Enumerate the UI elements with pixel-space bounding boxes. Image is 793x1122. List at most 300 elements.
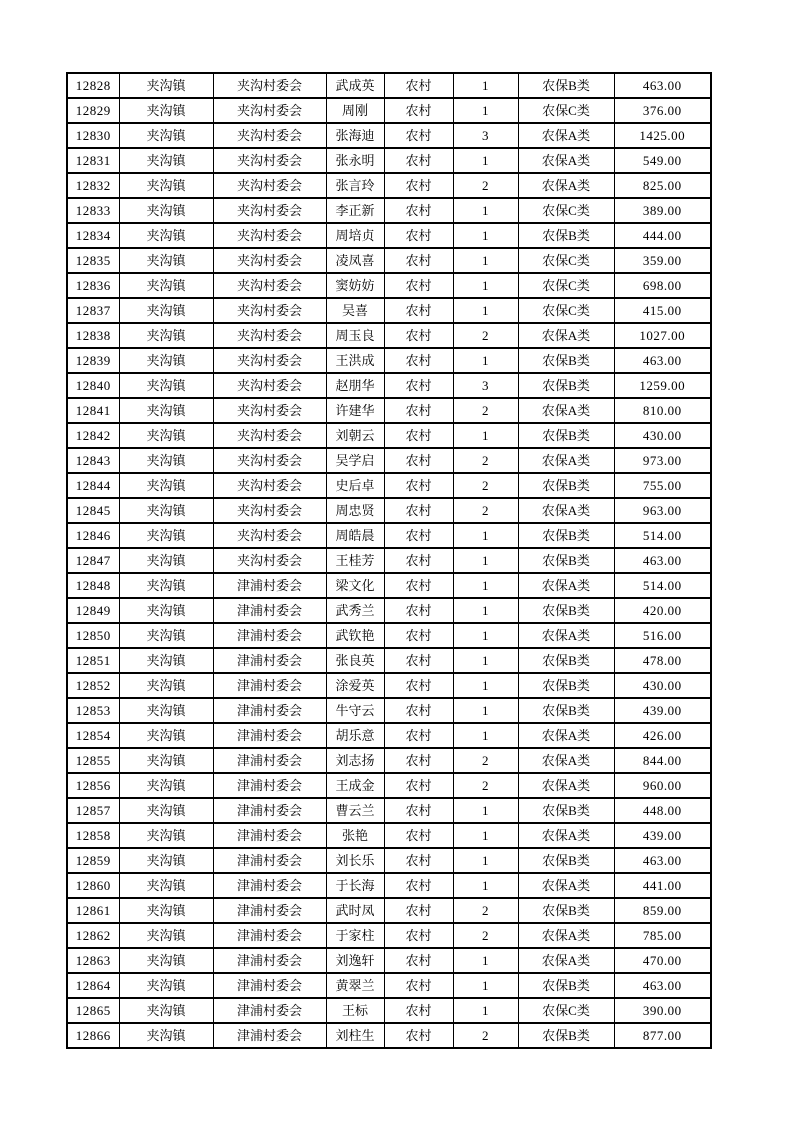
table-row (67, 948, 711, 973)
cell-residence-type: 农村 (384, 698, 453, 723)
cell-person-count: 1 (453, 673, 518, 698)
table-row (67, 998, 711, 1023)
cell-person-count: 2 (453, 173, 518, 198)
cell-insurance-category: 农保C类 (518, 98, 614, 123)
cell-person-count: 1 (453, 98, 518, 123)
cell-residence-type: 农村 (384, 423, 453, 448)
cell-insurance-category: 农保A类 (518, 173, 614, 198)
cell-amount: 359.00 (614, 248, 711, 273)
cell-village-committee: 夹沟村委会 (213, 348, 326, 373)
cell-amount: 420.00 (614, 598, 711, 623)
cell-residence-type: 农村 (384, 773, 453, 798)
cell-town: 夹沟镇 (119, 648, 213, 673)
cell-serial-number: 12852 (67, 673, 119, 698)
cell-person-count: 1 (453, 623, 518, 648)
cell-amount: 415.00 (614, 298, 711, 323)
cell-name: 许建华 (326, 398, 384, 423)
cell-village-committee: 津浦村委会 (213, 798, 326, 823)
cell-insurance-category: 农保C类 (518, 198, 614, 223)
cell-amount: 430.00 (614, 673, 711, 698)
cell-amount: 441.00 (614, 873, 711, 898)
cell-name: 赵朋华 (326, 373, 384, 398)
cell-insurance-category: 农保A类 (518, 448, 614, 473)
cell-amount: 478.00 (614, 648, 711, 673)
cell-town: 夹沟镇 (119, 573, 213, 598)
cell-amount: 1259.00 (614, 373, 711, 398)
cell-serial-number: 12837 (67, 298, 119, 323)
cell-town: 夹沟镇 (119, 873, 213, 898)
cell-amount: 389.00 (614, 198, 711, 223)
table-row (67, 423, 711, 448)
cell-person-count: 1 (453, 698, 518, 723)
cell-insurance-category: 农保B类 (518, 848, 614, 873)
cell-serial-number: 12863 (67, 948, 119, 973)
cell-serial-number: 12834 (67, 223, 119, 248)
cell-amount: 514.00 (614, 523, 711, 548)
cell-serial-number: 12848 (67, 573, 119, 598)
table-row (67, 598, 711, 623)
cell-town: 夹沟镇 (119, 223, 213, 248)
cell-serial-number: 12835 (67, 248, 119, 273)
cell-residence-type: 农村 (384, 348, 453, 373)
cell-insurance-category: 农保A类 (518, 323, 614, 348)
table-row (67, 723, 711, 748)
cell-town: 夹沟镇 (119, 98, 213, 123)
cell-name: 牛守云 (326, 698, 384, 723)
cell-name: 吴学启 (326, 448, 384, 473)
cell-amount: 859.00 (614, 898, 711, 923)
cell-person-count: 1 (453, 423, 518, 448)
cell-residence-type: 农村 (384, 573, 453, 598)
cell-name: 周玉良 (326, 323, 384, 348)
cell-person-count: 1 (453, 523, 518, 548)
cell-insurance-category: 农保B类 (518, 423, 614, 448)
cell-serial-number: 12842 (67, 423, 119, 448)
cell-town: 夹沟镇 (119, 673, 213, 698)
cell-amount: 825.00 (614, 173, 711, 198)
cell-amount: 514.00 (614, 573, 711, 598)
cell-village-committee: 夹沟村委会 (213, 223, 326, 248)
cell-name: 涂爱英 (326, 673, 384, 698)
cell-residence-type: 农村 (384, 473, 453, 498)
cell-name: 刘朝云 (326, 423, 384, 448)
table-row (67, 148, 711, 173)
cell-serial-number: 12854 (67, 723, 119, 748)
cell-town: 夹沟镇 (119, 698, 213, 723)
cell-town: 夹沟镇 (119, 448, 213, 473)
cell-town: 夹沟镇 (119, 898, 213, 923)
cell-town: 夹沟镇 (119, 173, 213, 198)
cell-amount: 376.00 (614, 98, 711, 123)
cell-town: 夹沟镇 (119, 123, 213, 148)
cell-residence-type: 农村 (384, 198, 453, 223)
table-row (67, 573, 711, 598)
cell-amount: 430.00 (614, 423, 711, 448)
cell-residence-type: 农村 (384, 898, 453, 923)
cell-village-committee: 津浦村委会 (213, 998, 326, 1023)
cell-insurance-category: 农保A类 (518, 123, 614, 148)
cell-name: 李正新 (326, 198, 384, 223)
table-row (67, 648, 711, 673)
cell-village-committee: 夹沟村委会 (213, 98, 326, 123)
cell-person-count: 1 (453, 248, 518, 273)
cell-town: 夹沟镇 (119, 748, 213, 773)
cell-serial-number: 12860 (67, 873, 119, 898)
cell-insurance-category: 农保B类 (518, 698, 614, 723)
table-row (67, 448, 711, 473)
table-row (67, 748, 711, 773)
table-row (67, 873, 711, 898)
cell-person-count: 2 (453, 398, 518, 423)
table-row (67, 773, 711, 798)
cell-name: 张永明 (326, 148, 384, 173)
cell-residence-type: 农村 (384, 673, 453, 698)
table-row (67, 623, 711, 648)
cell-insurance-category: 农保A类 (518, 748, 614, 773)
cell-serial-number: 12857 (67, 798, 119, 823)
cell-town: 夹沟镇 (119, 948, 213, 973)
cell-insurance-category: 农保B类 (518, 348, 614, 373)
cell-serial-number: 12828 (67, 73, 119, 98)
table-row (67, 173, 711, 198)
cell-person-count: 1 (453, 848, 518, 873)
cell-person-count: 2 (453, 773, 518, 798)
cell-insurance-category: 农保A类 (518, 823, 614, 848)
cell-residence-type: 农村 (384, 98, 453, 123)
cell-serial-number: 12847 (67, 548, 119, 573)
cell-village-committee: 夹沟村委会 (213, 548, 326, 573)
cell-insurance-category: 农保A类 (518, 723, 614, 748)
cell-person-count: 2 (453, 923, 518, 948)
cell-village-committee: 夹沟村委会 (213, 148, 326, 173)
cell-village-committee: 津浦村委会 (213, 923, 326, 948)
cell-insurance-category: 农保B类 (518, 673, 614, 698)
cell-insurance-category: 农保C类 (518, 248, 614, 273)
cell-village-committee: 夹沟村委会 (213, 523, 326, 548)
cell-insurance-category: 农保B类 (518, 548, 614, 573)
table-row (67, 348, 711, 373)
cell-name: 窦妨妨 (326, 273, 384, 298)
cell-serial-number: 12836 (67, 273, 119, 298)
cell-insurance-category: 农保A类 (518, 923, 614, 948)
cell-person-count: 1 (453, 198, 518, 223)
cell-amount: 698.00 (614, 273, 711, 298)
cell-village-committee: 夹沟村委会 (213, 248, 326, 273)
cell-amount: 960.00 (614, 773, 711, 798)
cell-insurance-category: 农保B类 (518, 973, 614, 998)
cell-village-committee: 夹沟村委会 (213, 198, 326, 223)
cell-name: 梁文化 (326, 573, 384, 598)
table-row (67, 98, 711, 123)
cell-serial-number: 12844 (67, 473, 119, 498)
cell-person-count: 1 (453, 973, 518, 998)
table-row (67, 198, 711, 223)
cell-town: 夹沟镇 (119, 848, 213, 873)
cell-insurance-category: 农保B类 (518, 373, 614, 398)
table-row (67, 323, 711, 348)
cell-town: 夹沟镇 (119, 623, 213, 648)
table-row (67, 248, 711, 273)
cell-amount: 470.00 (614, 948, 711, 973)
cell-insurance-category: 农保A类 (518, 573, 614, 598)
cell-serial-number: 12832 (67, 173, 119, 198)
cell-name: 周忠贤 (326, 498, 384, 523)
cell-village-committee: 津浦村委会 (213, 848, 326, 873)
cell-serial-number: 12861 (67, 898, 119, 923)
cell-village-committee: 夹沟村委会 (213, 173, 326, 198)
cell-town: 夹沟镇 (119, 348, 213, 373)
cell-residence-type: 农村 (384, 298, 453, 323)
cell-residence-type: 农村 (384, 598, 453, 623)
cell-insurance-category: 农保B类 (518, 73, 614, 98)
cell-amount: 785.00 (614, 923, 711, 948)
cell-person-count: 1 (453, 573, 518, 598)
cell-person-count: 2 (453, 898, 518, 923)
cell-name: 周培贞 (326, 223, 384, 248)
cell-town: 夹沟镇 (119, 523, 213, 548)
cell-person-count: 2 (453, 748, 518, 773)
cell-serial-number: 12829 (67, 98, 119, 123)
cell-name: 武成英 (326, 73, 384, 98)
cell-residence-type: 农村 (384, 823, 453, 848)
cell-residence-type: 农村 (384, 798, 453, 823)
cell-village-committee: 夹沟村委会 (213, 423, 326, 448)
cell-village-committee: 津浦村委会 (213, 898, 326, 923)
cell-name: 王成金 (326, 773, 384, 798)
table-row (67, 398, 711, 423)
cell-residence-type: 农村 (384, 948, 453, 973)
cell-village-committee: 津浦村委会 (213, 673, 326, 698)
cell-residence-type: 农村 (384, 848, 453, 873)
cell-name: 凌凤喜 (326, 248, 384, 273)
cell-amount: 439.00 (614, 698, 711, 723)
cell-town: 夹沟镇 (119, 248, 213, 273)
cell-village-committee: 夹沟村委会 (213, 373, 326, 398)
cell-residence-type: 农村 (384, 123, 453, 148)
cell-village-committee: 夹沟村委会 (213, 323, 326, 348)
cell-serial-number: 12841 (67, 398, 119, 423)
cell-village-committee: 津浦村委会 (213, 623, 326, 648)
cell-person-count: 3 (453, 123, 518, 148)
cell-residence-type: 农村 (384, 273, 453, 298)
cell-residence-type: 农村 (384, 998, 453, 1023)
cell-amount: 877.00 (614, 1023, 711, 1048)
cell-insurance-category: 农保B类 (518, 798, 614, 823)
cell-town: 夹沟镇 (119, 473, 213, 498)
table-row (67, 223, 711, 248)
cell-name: 张良英 (326, 648, 384, 673)
cell-town: 夹沟镇 (119, 498, 213, 523)
cell-town: 夹沟镇 (119, 973, 213, 998)
table-row (67, 498, 711, 523)
cell-name: 王标 (326, 998, 384, 1023)
cell-serial-number: 12845 (67, 498, 119, 523)
cell-residence-type: 农村 (384, 148, 453, 173)
cell-village-committee: 津浦村委会 (213, 648, 326, 673)
cell-town: 夹沟镇 (119, 373, 213, 398)
cell-village-committee: 津浦村委会 (213, 573, 326, 598)
cell-name: 武钦艳 (326, 623, 384, 648)
table-row (67, 848, 711, 873)
cell-residence-type: 农村 (384, 448, 453, 473)
cell-town: 夹沟镇 (119, 273, 213, 298)
table-row (67, 823, 711, 848)
cell-name: 张海迪 (326, 123, 384, 148)
cell-name: 周皓晨 (326, 523, 384, 548)
cell-serial-number: 12859 (67, 848, 119, 873)
cell-person-count: 1 (453, 548, 518, 573)
cell-residence-type: 农村 (384, 873, 453, 898)
table-row (67, 898, 711, 923)
cell-insurance-category: 农保C类 (518, 273, 614, 298)
cell-serial-number: 12862 (67, 923, 119, 948)
cell-amount: 463.00 (614, 73, 711, 98)
cell-person-count: 2 (453, 473, 518, 498)
cell-insurance-category: 农保B类 (518, 648, 614, 673)
cell-person-count: 2 (453, 448, 518, 473)
cell-name: 武秀兰 (326, 598, 384, 623)
cell-person-count: 1 (453, 273, 518, 298)
cell-name: 武时凤 (326, 898, 384, 923)
cell-residence-type: 农村 (384, 323, 453, 348)
cell-amount: 444.00 (614, 223, 711, 248)
cell-person-count: 1 (453, 873, 518, 898)
cell-person-count: 1 (453, 73, 518, 98)
cell-residence-type: 农村 (384, 223, 453, 248)
cell-village-committee: 夹沟村委会 (213, 398, 326, 423)
cell-insurance-category: 农保B类 (518, 223, 614, 248)
cell-serial-number: 12830 (67, 123, 119, 148)
cell-amount: 463.00 (614, 348, 711, 373)
cell-insurance-category: 农保C类 (518, 298, 614, 323)
cell-serial-number: 12853 (67, 698, 119, 723)
cell-town: 夹沟镇 (119, 423, 213, 448)
cell-amount: 973.00 (614, 448, 711, 473)
table-row (67, 673, 711, 698)
cell-insurance-category: 农保B类 (518, 598, 614, 623)
cell-village-committee: 津浦村委会 (213, 723, 326, 748)
cell-amount: 463.00 (614, 973, 711, 998)
cell-village-committee: 夹沟村委会 (213, 448, 326, 473)
cell-insurance-category: 农保A类 (518, 148, 614, 173)
cell-name: 于长海 (326, 873, 384, 898)
cell-amount: 439.00 (614, 823, 711, 848)
cell-person-count: 1 (453, 798, 518, 823)
cell-serial-number: 12840 (67, 373, 119, 398)
cell-name: 刘逸轩 (326, 948, 384, 973)
cell-amount: 426.00 (614, 723, 711, 748)
cell-insurance-category: 农保B类 (518, 1023, 614, 1048)
cell-insurance-category: 农保A类 (518, 773, 614, 798)
table-row (67, 523, 711, 548)
cell-town: 夹沟镇 (119, 998, 213, 1023)
cell-name: 周刚 (326, 98, 384, 123)
cell-serial-number: 12839 (67, 348, 119, 373)
table-row (67, 973, 711, 998)
cell-amount: 844.00 (614, 748, 711, 773)
table-row (67, 123, 711, 148)
cell-amount: 1027.00 (614, 323, 711, 348)
cell-village-committee: 津浦村委会 (213, 948, 326, 973)
cell-person-count: 3 (453, 373, 518, 398)
cell-village-committee: 津浦村委会 (213, 698, 326, 723)
cell-town: 夹沟镇 (119, 548, 213, 573)
table-row (67, 798, 711, 823)
table-row (67, 298, 711, 323)
cell-town: 夹沟镇 (119, 798, 213, 823)
table-row (67, 73, 711, 98)
cell-residence-type: 农村 (384, 623, 453, 648)
cell-person-count: 2 (453, 498, 518, 523)
table-body (67, 73, 711, 1048)
cell-person-count: 1 (453, 223, 518, 248)
cell-serial-number: 12864 (67, 973, 119, 998)
cell-name: 黄翠兰 (326, 973, 384, 998)
cell-town: 夹沟镇 (119, 298, 213, 323)
cell-town: 夹沟镇 (119, 923, 213, 948)
cell-residence-type: 农村 (384, 648, 453, 673)
cell-name: 刘志扬 (326, 748, 384, 773)
cell-name: 刘柱生 (326, 1023, 384, 1048)
cell-name: 曹云兰 (326, 798, 384, 823)
cell-amount: 1425.00 (614, 123, 711, 148)
cell-serial-number: 12858 (67, 823, 119, 848)
cell-name: 于家柱 (326, 923, 384, 948)
cell-town: 夹沟镇 (119, 398, 213, 423)
cell-amount: 463.00 (614, 848, 711, 873)
cell-name: 刘长乐 (326, 848, 384, 873)
cell-residence-type: 农村 (384, 973, 453, 998)
cell-residence-type: 农村 (384, 248, 453, 273)
cell-village-committee: 津浦村委会 (213, 773, 326, 798)
cell-serial-number: 12865 (67, 998, 119, 1023)
cell-name: 吴喜 (326, 298, 384, 323)
cell-serial-number: 12849 (67, 598, 119, 623)
cell-serial-number: 12850 (67, 623, 119, 648)
cell-residence-type: 农村 (384, 373, 453, 398)
cell-residence-type: 农村 (384, 1023, 453, 1048)
cell-residence-type: 农村 (384, 73, 453, 98)
cell-serial-number: 12856 (67, 773, 119, 798)
cell-insurance-category: 农保B类 (518, 523, 614, 548)
cell-person-count: 1 (453, 998, 518, 1023)
cell-town: 夹沟镇 (119, 598, 213, 623)
table-row (67, 273, 711, 298)
cell-serial-number: 12838 (67, 323, 119, 348)
cell-village-committee: 夹沟村委会 (213, 73, 326, 98)
cell-village-committee: 津浦村委会 (213, 1023, 326, 1048)
cell-serial-number: 12855 (67, 748, 119, 773)
cell-town: 夹沟镇 (119, 1023, 213, 1048)
cell-person-count: 1 (453, 823, 518, 848)
cell-amount: 390.00 (614, 998, 711, 1023)
cell-name: 王桂芳 (326, 548, 384, 573)
cell-serial-number: 12851 (67, 648, 119, 673)
cell-village-committee: 夹沟村委会 (213, 273, 326, 298)
cell-amount: 810.00 (614, 398, 711, 423)
cell-person-count: 1 (453, 148, 518, 173)
cell-village-committee: 夹沟村委会 (213, 123, 326, 148)
cell-name: 史后卓 (326, 473, 384, 498)
cell-serial-number: 12833 (67, 198, 119, 223)
cell-amount: 549.00 (614, 148, 711, 173)
cell-amount: 463.00 (614, 548, 711, 573)
cell-person-count: 1 (453, 948, 518, 973)
cell-person-count: 1 (453, 648, 518, 673)
cell-insurance-category: 农保A类 (518, 623, 614, 648)
cell-amount: 448.00 (614, 798, 711, 823)
cell-serial-number: 12831 (67, 148, 119, 173)
